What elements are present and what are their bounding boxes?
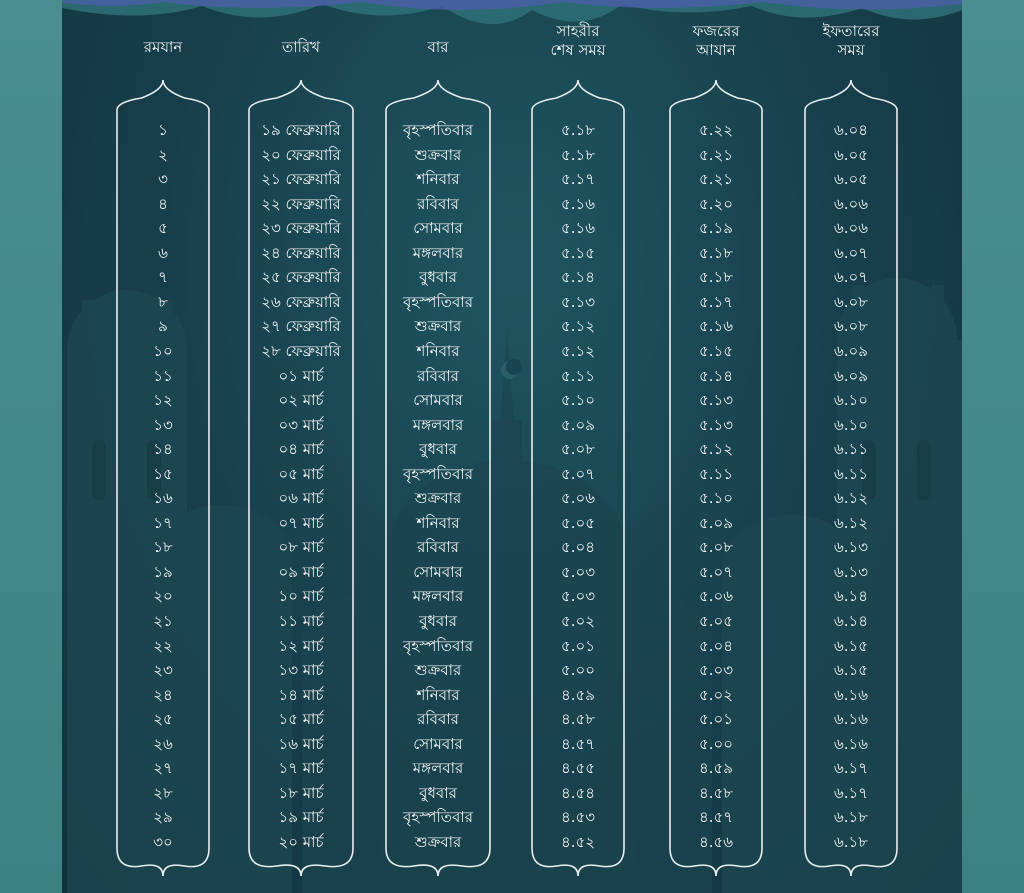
cell-sehri-end-time: ৫.০৩ [560,587,595,606]
cell-sehri-end-time: ৫.১৮ [561,145,595,164]
cell-weekday: শনিবার [416,685,460,704]
cell-iftar-time: ৬.১২ [833,489,868,508]
cell-sehri-end-time: ৫.০২ [560,612,595,630]
cell-sehri-end-time: ৫.০৬ [560,489,595,508]
cell-weekday: শুক্রবার [414,145,462,164]
cell-ramadan-day: ২৫ [153,710,173,729]
cell-weekday: বুধবার [419,440,457,459]
cell-weekday: সোমবার [413,391,463,410]
column-header-fajr-azan-time: ফজরের আযান [692,22,740,59]
cell-ramadan-day: ১২ [153,391,173,410]
cell-weekday: বুধবার [419,612,457,630]
cell-iftar-time: ৬.০৯ [833,341,868,360]
cell-fajr-azan-time: ৫.১২ [699,440,733,459]
cell-iftar-time: ৬.১৫ [834,636,868,655]
cell-weekday: মঙ্গলবার [412,243,464,262]
cell-ramadan-day: ২৭ [153,759,173,778]
cell-weekday: বুধবার [419,268,457,287]
cell-fajr-azan-time: ৫.১৪ [699,366,733,385]
cell-weekday: বুধবার [419,783,457,802]
cell-weekday: বৃহস্পতিবার [403,292,473,311]
cell-ramadan-day: ২০ [153,587,173,606]
cell-date: ২২ ফেব্রুয়ারি [261,194,341,213]
cell-date: ০৩ মার্চ [278,415,324,434]
cell-weekday: রবিবার [417,366,459,385]
cell-iftar-time: ৬.১২ [833,513,868,532]
cell-date: ২৩ ফেব্রুয়ারি [261,219,341,238]
cell-date: ০৫ মার্চ [278,464,324,483]
cell-fajr-azan-time: ৫.১৮ [699,243,733,262]
cell-sehri-end-time: ৫.০৮ [561,440,595,459]
cell-date: ০৮ মার্চ [278,538,324,557]
cell-sehri-end-time: ৪.৫৩ [561,808,595,827]
cell-fajr-azan-time: ৪.৫৮ [699,783,733,802]
cell-iftar-time: ৬.১৮ [834,808,868,827]
cell-iftar-time: ৬.০৭ [833,243,869,262]
cell-sehri-end-time: ৫.১১ [561,366,595,385]
cell-date: ০১ মার্চ [278,366,324,385]
cell-fajr-azan-time: ৫.০৭ [698,562,733,581]
cell-sehri-end-time: ৫.১২ [561,341,595,360]
cell-iftar-time: ৬.০৫ [833,145,868,164]
cell-date: ১৬ মার্চ [278,734,324,753]
cell-sehri-end-time: ৪.৫৫ [561,759,595,778]
cell-iftar-time: ৬.০৫ [833,170,868,189]
cell-sehri-end-time: ৪.৫৭ [561,734,595,753]
cell-iftar-time: ৬.০৪ [833,121,868,139]
cell-ramadan-day: ২৪ [153,685,173,704]
cell-weekday: রবিবার [417,538,459,557]
cell-date: ০২ মার্চ [278,391,324,410]
cell-fajr-azan-time: ৫.০২ [698,685,733,704]
cell-date: ২৫ ফেব্রুয়ারি [261,268,341,287]
column-header-date: তারিখ [282,38,320,56]
cell-sehri-end-time: ৫.১৪ [561,268,595,287]
right-margin [962,0,1024,893]
cell-date: ১৮ মার্চ [278,783,324,802]
cell-ramadan-day: ১৬ [153,489,173,508]
cell-fajr-azan-time: ৪.৫৭ [699,808,733,827]
cell-fajr-azan-time: ৫.০০ [698,734,733,753]
cell-iftar-time: ৬.১৭ [833,783,868,802]
cell-weekday: সোমবার [413,562,463,581]
column-header-iftar-time: ইফতারের সময় [822,22,880,59]
cell-fajr-azan-time: ৫.১৫ [699,341,733,360]
cell-date: ১৯ মার্চ [278,808,324,827]
cell-sehri-end-time: ৪.৫৪ [561,783,595,802]
cell-iftar-time: ৬.১৬ [833,710,868,729]
cell-sehri-end-time: ৫.১৬ [561,194,595,213]
cell-iftar-time: ৬.১৭ [833,759,868,778]
cell-iftar-time: ৬.১১ [834,440,868,459]
cell-ramadan-day: ১ [158,121,168,139]
cell-ramadan-day: ১৪ [153,440,173,459]
cell-ramadan-day: ২৬ [153,734,173,753]
cell-fajr-azan-time: ৫.০৩ [698,661,733,680]
cell-iftar-time: ৬.১৫ [834,661,868,680]
cell-ramadan-day: ২১ [153,612,173,630]
cell-fajr-azan-time: ৫.২১ [699,145,733,164]
cell-iftar-time: ৬.১৬ [833,734,868,753]
cell-fajr-azan-time: ৪.৫৯ [699,759,733,778]
cell-weekday: শুক্রবার [414,832,462,851]
cell-weekday: বৃহস্পতিবার [403,808,473,827]
cell-weekday: সোমবার [413,734,463,753]
cell-date: ২৭ ফেব্রুয়ারি [261,317,341,336]
ramadan-calendar-panel [62,0,962,893]
cell-sehri-end-time: ৫.০০ [560,661,595,680]
cell-iftar-time: ৬.০৬ [833,219,869,238]
cell-sehri-end-time: ৫.১৫ [561,243,595,262]
cell-iftar-time: ৬.১৪ [834,587,868,606]
cell-fajr-azan-time: ৫.১৯ [699,219,733,238]
cell-fajr-azan-time: ৫.০৪ [699,636,733,655]
cell-fajr-azan-time: ৫.১৭ [699,292,733,311]
cell-iftar-time: ৬.০৬ [833,194,869,213]
cell-weekday: রবিবার [417,194,459,213]
cell-iftar-time: ৬.১৪ [834,612,868,630]
cell-sehri-end-time: ৫.০৩ [560,562,595,581]
cell-fajr-azan-time: ৫.০৮ [699,538,733,557]
cell-weekday: বৃহস্পতিবার [403,464,473,483]
cell-ramadan-day: ১৮ [153,538,173,557]
cell-weekday: শুক্রবার [414,661,462,680]
cell-sehri-end-time: ৪.৫৮ [561,710,595,729]
cell-fajr-azan-time: ৫.০৫ [699,612,733,630]
cell-iftar-time: ৬.১৩ [833,538,868,557]
cell-ramadan-day: ১৩ [153,415,173,434]
cell-weekday: শুক্রবার [414,317,462,336]
cell-sehri-end-time: ৪.৫৯ [561,685,595,704]
cell-date: ২০ মার্চ [278,832,324,851]
cell-sehri-end-time: ৫.১২ [561,317,595,336]
cell-ramadan-day: ৪ [158,194,168,213]
column-header-ramadan-day: রমযান [143,38,183,56]
cell-ramadan-day: ২২ [153,636,173,655]
cell-ramadan-day: ১৫ [153,464,173,483]
cell-fajr-azan-time: ৫.০৯ [699,513,733,532]
cell-weekday: মঙ্গলবার [412,415,464,434]
cell-date: ১৭ মার্চ [278,759,324,778]
cell-date: ১২ মার্চ [278,636,324,655]
cell-date: ১৫ মার্চ [278,710,324,729]
cell-iftar-time: ৬.১১ [834,464,868,483]
cell-date: ২১ ফেব্রুয়ারি [261,170,341,189]
cell-ramadan-day: ২৩ [153,661,173,680]
cell-sehri-end-time: ৫.১৭ [561,170,595,189]
column-header-sehri-end-time: সাহরীর শেষ সময় [550,22,606,59]
cell-date: ১৩ মার্চ [278,661,324,680]
cell-sehri-end-time: ৫.০৯ [561,415,595,434]
cell-ramadan-day: ৫ [158,219,168,238]
cell-date: ০৭ মার্চ [278,513,324,532]
cell-fajr-azan-time: ৫.১০ [699,489,733,508]
cell-ramadan-day: ১১ [153,366,173,385]
cell-date: ০৯ মার্চ [278,562,324,581]
cell-weekday: মঙ্গলবার [412,759,464,778]
cell-fajr-azan-time: ৪.৫৬ [699,832,733,851]
cell-fajr-azan-time: ৫.২১ [699,170,733,189]
cell-ramadan-day: ৭ [158,268,168,287]
cell-sehri-end-time: ৫.০৪ [561,538,595,557]
cell-date: ০৬ মার্চ [278,489,324,508]
cell-fajr-azan-time: ৫.০৬ [698,587,733,606]
cell-weekday: শনিবার [416,170,460,189]
cell-ramadan-day: ৮ [158,292,168,311]
cell-ramadan-day: ৩০ [153,832,173,851]
cell-fajr-azan-time: ৫.২২ [698,121,733,139]
cell-iftar-time: ৬.১৬ [833,685,868,704]
cell-fajr-azan-time: ৫.১৩ [699,391,733,410]
cell-fajr-azan-time: ৫.১৬ [699,317,733,336]
cell-weekday: মঙ্গলবার [412,587,464,606]
cell-ramadan-day: ৩ [158,170,168,189]
cell-sehri-end-time: ৫.০১ [561,636,595,655]
cell-iftar-time: ৬.০৭ [833,268,869,287]
cell-ramadan-day: ৯ [158,317,168,336]
cell-weekday: শনিবার [416,341,460,360]
cell-weekday: রবিবার [417,710,459,729]
cell-ramadan-day: ১৭ [153,513,173,532]
cell-weekday: শুক্রবার [414,489,462,508]
cell-iftar-time: ৬.১৩ [833,562,868,581]
cell-ramadan-day: ৬ [158,243,168,262]
cell-fajr-azan-time: ৫.১১ [699,464,733,483]
cell-sehri-end-time: ৫.১০ [561,391,595,410]
cell-sehri-end-time: ৫.১৩ [561,292,595,311]
cell-iftar-time: ৬.০৯ [833,366,868,385]
cell-date: ১৪ মার্চ [278,685,324,704]
cell-weekday: বৃহস্পতিবার [403,636,473,655]
cell-date: ১৯ ফেব্রুয়ারি [261,121,341,139]
cell-date: ১০ মার্চ [278,587,324,606]
cell-ramadan-day: ২৯ [153,808,173,827]
cell-iftar-time: ৬.১৮ [834,832,868,851]
cell-date: ২০ ফেব্রুয়ারি [261,145,341,164]
cell-ramadan-day: ২৮ [153,783,173,802]
cell-date: ০৪ মার্চ [278,440,324,459]
cell-iftar-time: ৬.০৮ [833,317,868,336]
cell-date: ২৮ ফেব্রুয়ারি [261,341,341,360]
cell-ramadan-day: ২ [158,145,168,164]
cell-sehri-end-time: ৪.৫২ [561,832,595,851]
cell-fajr-azan-time: ৫.১৮ [699,268,733,287]
cell-fajr-azan-time: ৫.০১ [699,710,733,729]
cell-fajr-azan-time: ৫.২০ [698,194,733,213]
cell-ramadan-day: ১০ [153,341,173,360]
cell-ramadan-day: ১৯ [153,562,173,581]
cell-weekday: বৃহস্পতিবার [403,121,473,139]
left-margin [0,0,62,893]
cell-fajr-azan-time: ৫.১৩ [699,415,733,434]
cell-iftar-time: ৬.১০ [833,391,868,410]
cell-iftar-time: ৬.১০ [833,415,868,434]
cell-sehri-end-time: ৫.১৬ [561,219,595,238]
cell-weekday: সোমবার [413,219,463,238]
cell-sehri-end-time: ৫.০৫ [561,513,595,532]
cell-iftar-time: ৬.০৮ [833,292,868,311]
cell-date: ১১ মার্চ [278,612,324,630]
cell-weekday: শনিবার [416,513,460,532]
column-header-weekday: বার [427,38,449,56]
cell-date: ২৬ ফেব্রুয়ারি [261,292,341,311]
cell-sehri-end-time: ৫.০৭ [560,464,595,483]
cell-date: ২৪ ফেব্রুয়ারি [261,243,341,262]
cell-sehri-end-time: ৫.১৮ [561,121,595,139]
